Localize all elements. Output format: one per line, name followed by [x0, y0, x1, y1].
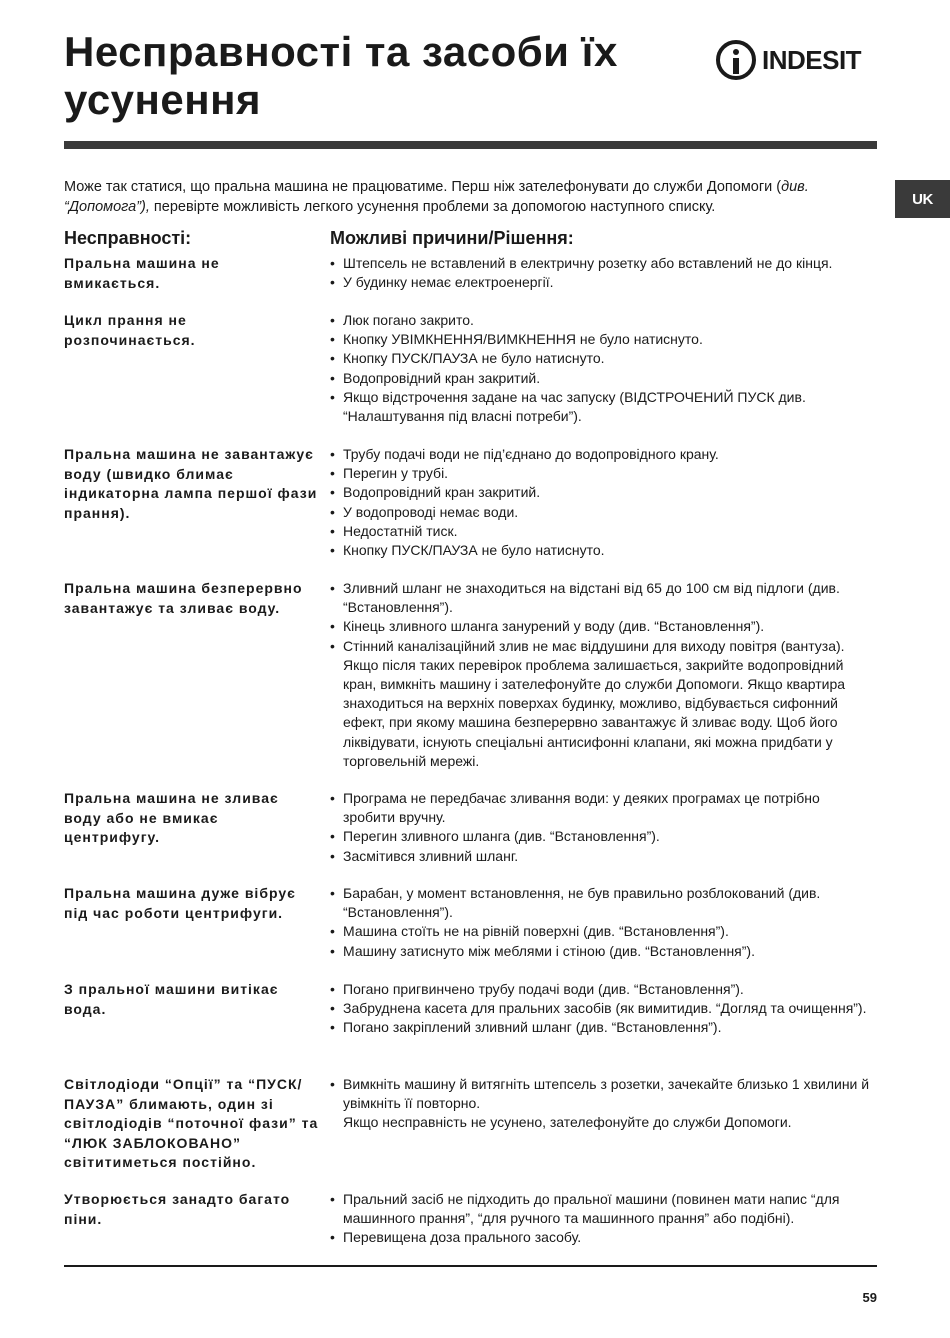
fault-label: З пральної машини витікає вода. — [64, 981, 279, 1017]
cause-item: • Водопровідний кран закритий. — [330, 369, 870, 388]
fault-label: Утворюється занадто багато піни. — [64, 1191, 291, 1227]
faults-column-heading: Несправності: — [64, 228, 192, 248]
intro-reference: див. “Допомога”), — [64, 179, 809, 215]
cause-item: • Кнопку ПУСК/ПАУЗА не було натиснуто. — [330, 349, 870, 368]
footer-divider — [64, 1265, 877, 1267]
causes-list — [330, 254, 870, 292]
cause-item: • Забруднена касета для пральних засобів (як вимитидив. “Догляд та очищення”). — [330, 999, 870, 1018]
cause-item: • Програма не передбачає зливання води: у деяких програмах це потрібно зробити вручну. — [330, 789, 870, 827]
cause-item: • Вимкніть машину й витягніть штепсель з розетки, зачекайте близько 1 хвилини й увімкніть її повторно. — [330, 1075, 870, 1113]
cause-item: • У будинку немає електроенергії. — [330, 273, 870, 292]
causes-list — [330, 884, 870, 961]
cause-item: • Кінець зливного шланга занурений у воду (див. “Встановлення”). — [330, 617, 870, 636]
fault-label: Пральна машина не завантажує воду (швидко блимає індикаторна лампа першої фази прання). — [64, 446, 318, 521]
cause-item: • Кнопку УВІМКНЕННЯ/ВИМКНЕННЯ не було натиснуто. — [330, 330, 870, 349]
header-divider — [64, 141, 877, 149]
cause-item: • Люк погано закрито. — [330, 311, 870, 330]
cause-note: Якщо несправність не усунено, зателефонуйте до служби Допомоги. — [343, 1114, 792, 1131]
fault-label: Пральна машина не зливає воду або не вмикає центрифугу. — [64, 790, 279, 845]
page-title: Несправності та засоби їх усунення — [64, 28, 618, 123]
cause-item: • Перегин у трубі. — [330, 464, 870, 483]
causes-list — [330, 311, 870, 426]
cause-item: • Машину затиснуто між меблями і стіною (див. “Встановлення”). — [330, 942, 870, 961]
cause-item: • Барабан, у момент встановлення, не був правильно розблокований (див. “Встановлення”). — [330, 884, 870, 922]
fault-label: Пральна машина дуже вібрує під час роботи центрифуги. — [64, 885, 296, 921]
fault-label: Пральна машина безперервно завантажує та зливає воду. — [64, 580, 303, 616]
cause-item: • Штепсель не вставлений в електричну розетку або вставлений не до кінця. — [330, 254, 870, 273]
cause-item: • Погано пригвинчено трубу подачі води (див. “Встановлення”). — [330, 980, 870, 999]
cause-item: • Якщо відстрочення задане на час запуску (ВІДСТРОЧЕНИЙ ПУСК див. “Налаштування під власні потреби”). — [330, 388, 870, 426]
fault-label: Цикл прання не розпочинається. — [64, 312, 196, 348]
causes-list — [330, 1075, 870, 1133]
cause-item: • Зливний шланг не знаходиться на відстані від 65 до 100 см від підлоги (див. “Встановлення”). — [330, 579, 870, 617]
causes-column-heading: Можливі причини/Рішення: — [330, 228, 574, 248]
intro-paragraph — [64, 177, 874, 217]
cause-item: • Засмітився зливний шланг. — [330, 847, 870, 866]
language-tab: UK — [895, 180, 950, 218]
causes-list — [330, 445, 870, 560]
causes-list — [330, 980, 870, 1038]
cause-item: • Погано закріплений зливний шланг (див. “Встановлення”). — [330, 1018, 870, 1037]
causes-list — [330, 579, 870, 771]
cause-item: • Трубу подачі води не під’єднано до водопровідного крану. — [330, 445, 870, 464]
intro-text-b: перевірте можливість легкого усунення проблеми за допомогою наступного списку. — [149, 199, 716, 215]
indesit-logo — [716, 36, 886, 84]
causes-list — [330, 789, 870, 866]
cause-item: • Кнопку ПУСК/ПАУЗА не було натиснуто. — [330, 541, 870, 560]
cause-note: Якщо після таких перевірок проблема залишається, закрийте водопровідний кран, вимкніть машину і зателефонуйте до служби Допомоги. Якщо квартира знаходиться на верхніх поверхах будинку, можливо, відбувається сифонний ефект, при якому машина безперервно завантажує й зливає воду. Щоб його ліквідувати, існують спеціальні антисифонні клапани, які можна придбати у торговельній мережі. — [343, 656, 846, 769]
cause-item: • У водопроводі немає води. — [330, 503, 870, 522]
fault-label: Світлодіоди “Опції” та “ПУСК/ПАУЗА” блимають, один зі світлодіодів “поточної фази” та “ЛЮК ЗАБЛОКОВАНО” світитиметься постійно. — [64, 1076, 319, 1170]
cause-item: • Машина стоїть не на рівній поверхні (див. “Встановлення”). — [330, 922, 870, 941]
causes-list — [330, 1190, 870, 1248]
cause-item: • Перегин зливного шланга (див. “Встановлення”). — [330, 827, 870, 846]
intro-text-a: Може так статися, що пральна машина не працюватиме. Перш ніж зателефонувати до служби Допомоги ( — [64, 179, 782, 195]
cause-item: • Перевищена доза прального засобу. — [330, 1228, 870, 1247]
page-number: 59 — [862, 1290, 877, 1305]
brand-name: INDESIT — [762, 44, 862, 75]
cause-item: • Пральний засіб не підходить до пральної машини (повинен мати напис “для машинного прання”, “для ручного та машинного прання” або подібні). — [330, 1190, 870, 1228]
cause-item: • Недостатній тиск. — [330, 522, 870, 541]
indesit-logo-icon — [716, 40, 756, 80]
cause-item: • Водопровідний кран закритий. — [330, 483, 870, 502]
fault-label: Пральна машина не вмикається. — [64, 255, 220, 291]
cause-item: • Стінний каналізаційний злив не має віддушини для виходу повітря (вантуза). — [330, 637, 870, 656]
